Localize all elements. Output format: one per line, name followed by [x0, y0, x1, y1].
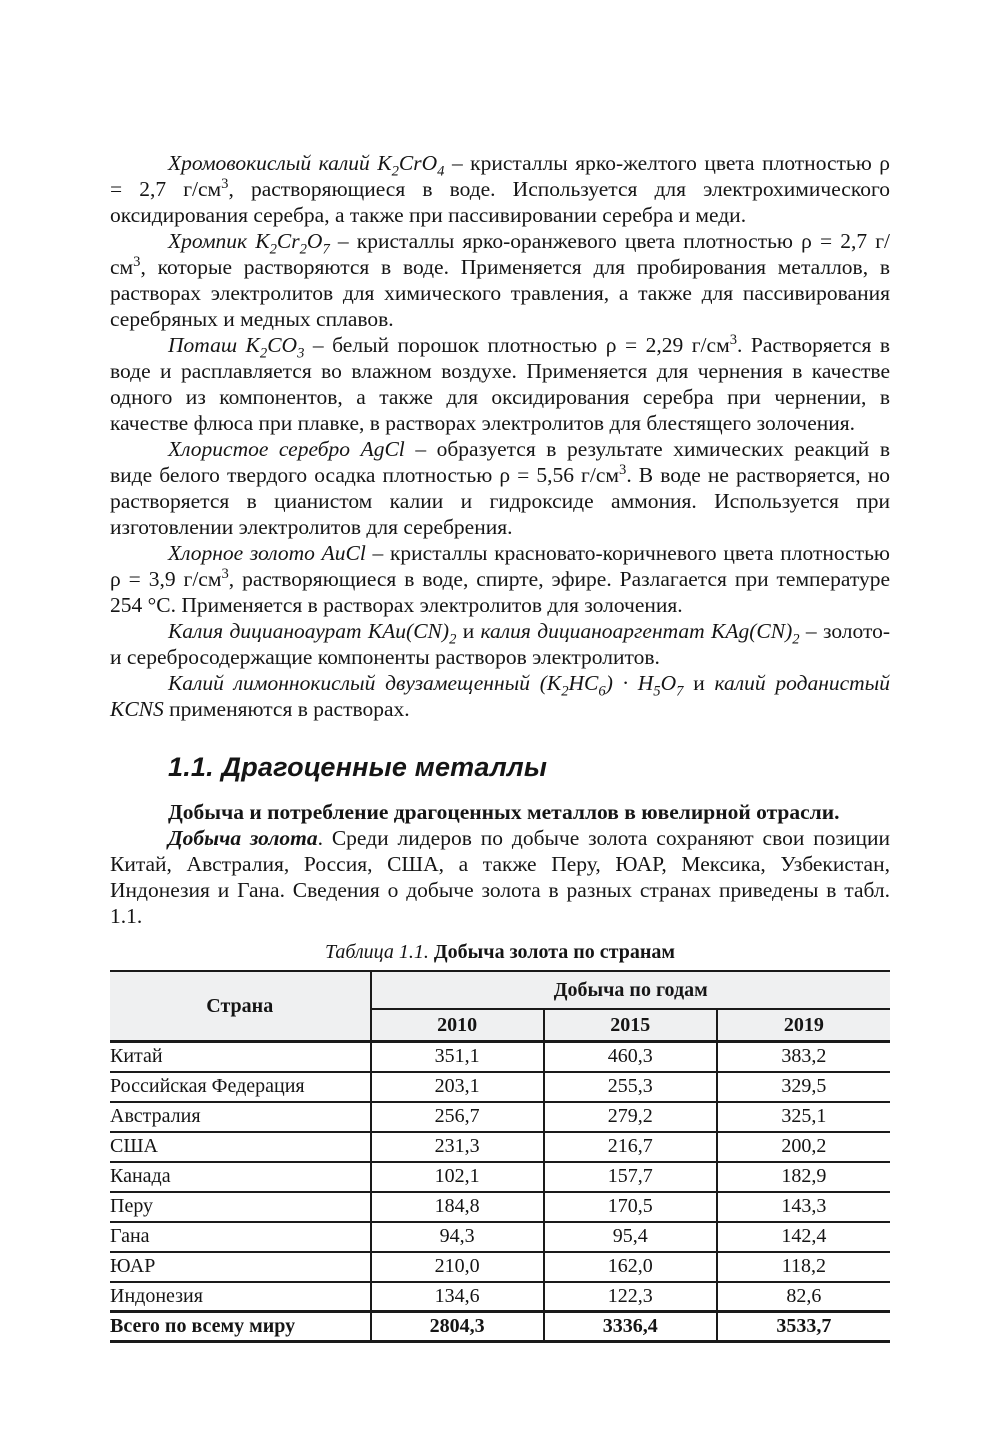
cell-total-label: Всего по всему миру — [110, 1312, 371, 1342]
cell-total-value: 3336,4 — [544, 1312, 717, 1342]
table-row — [110, 1102, 890, 1132]
cell-value: 231,3 — [371, 1132, 544, 1162]
cell-value: 329,5 — [717, 1072, 890, 1102]
section-heading: 1.1. Драгоценные металлы — [168, 752, 548, 782]
column-header-country: Страна — [110, 971, 371, 1042]
cell-country: Китай — [110, 1042, 371, 1072]
cell-value: 255,3 — [544, 1072, 717, 1102]
cell-value: 143,3 — [717, 1192, 890, 1222]
cell-total-value: 3533,7 — [717, 1312, 890, 1342]
cell-value: 170,5 — [544, 1192, 717, 1222]
cell-value: 279,2 — [544, 1102, 717, 1132]
table-header-row-group — [110, 971, 890, 1009]
cell-country: Перу — [110, 1192, 371, 1222]
body-paragraph-silver-chloride: Хлористое серебро AgCl – образуется в результате химических реакций в виде белого твердого осадка плотностью ρ = 5,56 $г/см^3$. В воде не растворяется, но растворяется в цианистом калии и гидроксиде аммония. Используется при изготовлении электролитов для серебрения. — [110, 437, 890, 539]
table-row — [110, 1072, 890, 1102]
cell-value: 142,4 — [717, 1222, 890, 1252]
cell-value: 102,1 — [371, 1162, 544, 1192]
cell-country: Австралия — [110, 1102, 371, 1132]
cell-value: 203,1 — [371, 1072, 544, 1102]
column-header-2015: 2015 — [544, 1009, 717, 1042]
cell-country: ЮАР — [110, 1252, 371, 1282]
cell-value: 118,2 — [717, 1252, 890, 1282]
table-row — [110, 1192, 890, 1222]
table-body — [110, 1042, 890, 1342]
body-paragraph-chromate: Хромовокислый калий $K_2CrO_4$ – кристаллы ярко-желтого цвета плотностью ρ = 2,7 $г/см^3$, растворяющиеся в воде. Используется для электрохимического оксидирования серебра, а также при пассивировании серебра и меди. — [110, 151, 890, 227]
cell-value: 460,3 — [544, 1042, 717, 1072]
cell-value: 210,0 — [371, 1252, 544, 1282]
table-caption: Таблица 1.1. Добыча золота по странам — [324, 941, 675, 963]
gold-production-table — [110, 970, 890, 1343]
cell-country: Российская Федерация — [110, 1072, 371, 1102]
cell-value: 122,3 — [544, 1282, 717, 1312]
table-row — [110, 1132, 890, 1162]
cell-value: 216,7 — [544, 1132, 717, 1162]
cell-value: 182,9 — [717, 1162, 890, 1192]
table-row — [110, 1222, 890, 1252]
table-row — [110, 1042, 890, 1072]
cell-value: 325,1 — [717, 1102, 890, 1132]
cell-value: 162,0 — [544, 1252, 717, 1282]
table-header — [110, 971, 890, 1042]
column-header-group: Добыча по годам — [371, 971, 890, 1009]
cell-value: 256,7 — [371, 1102, 544, 1132]
table-row — [110, 1162, 890, 1192]
body-paragraph-dicyanoaurate: Калия дицианоаурат $KAu(CN)_2$ и калия дицианоаргентат $KAg(CN)_2$ – золото- и серебросодержащие компоненты растворов электролитов. — [110, 619, 891, 669]
cell-total-value: 2804,3 — [371, 1312, 544, 1342]
cell-value: 383,2 — [717, 1042, 890, 1072]
cell-value: 200,2 — [717, 1132, 890, 1162]
table-row — [110, 1252, 890, 1282]
cell-value: 82,6 — [717, 1282, 890, 1312]
cell-value: 157,7 — [544, 1162, 717, 1192]
cell-value: 134,6 — [371, 1282, 544, 1312]
cell-country: Индонезия — [110, 1282, 371, 1312]
section-paragraph-gold-mining: Добыча золота. Среди лидеров по добыче золота сохраняют свои позиции Китай, Австралия, Россия, США, а также Перу, ЮАР, Мексика, Узбекистан, Индонезия и Гана. Сведения о добыче золота в разных странах приведены в табл. 1.1. — [110, 826, 890, 928]
column-header-2010: 2010 — [371, 1009, 544, 1042]
cell-value: 184,8 — [371, 1192, 544, 1222]
body-paragraph-dichromate: Хромпик $K_2Cr_2O_7$ – кристаллы ярко-оранжевого цвета плотностью ρ = 2,7 $г/см^3$, которые растворяются в воде. Применяется для пробирования металлов, в растворах электролитов для химического травления, а также для пассивирования серебряных и медных сплавов. — [110, 229, 890, 331]
cell-value: 351,1 — [371, 1042, 544, 1072]
cell-country: США — [110, 1132, 371, 1162]
body-paragraph-gold-chloride: Хлорное золото AuCl – кристаллы красновато-коричневого цвета плотностью ρ = 3,9 $г/см^3$, растворяющиеся в воде, спирте, эфире. Разлагается при температуре 254 °C. Применяется в растворах электролитов для золочения. — [110, 541, 890, 617]
cell-value: 95,4 — [544, 1222, 717, 1252]
cell-value: 94,3 — [371, 1222, 544, 1252]
column-header-2019: 2019 — [717, 1009, 890, 1042]
table-row-total — [110, 1312, 890, 1342]
cell-country: Гана — [110, 1222, 371, 1252]
section-lead-bold: Добыча и потребление драгоценных металлов в ювелирной отрасли. — [168, 800, 840, 824]
body-paragraph-potash: Поташ $K_2CO_3$ – белый порошок плотностью ρ = 2,29 $г/см^3$. Растворяется в воде и расплавляется во влажном воздухе. Применяется для чернения в качестве одного из компонентов, а также для оксидирования серебра при чернении, в качестве флюса при плавке, в растворах электролитов для блестящего золочения. — [110, 331, 891, 435]
body-paragraph-citrate: Калий лимоннокислый двузамещенный $(K_2HC_6) \cdot H_5O_7$ и калий роданистый KCNS применяются в растворах. — [110, 671, 890, 721]
cell-country: Канада — [110, 1162, 371, 1192]
table-row — [110, 1282, 890, 1312]
